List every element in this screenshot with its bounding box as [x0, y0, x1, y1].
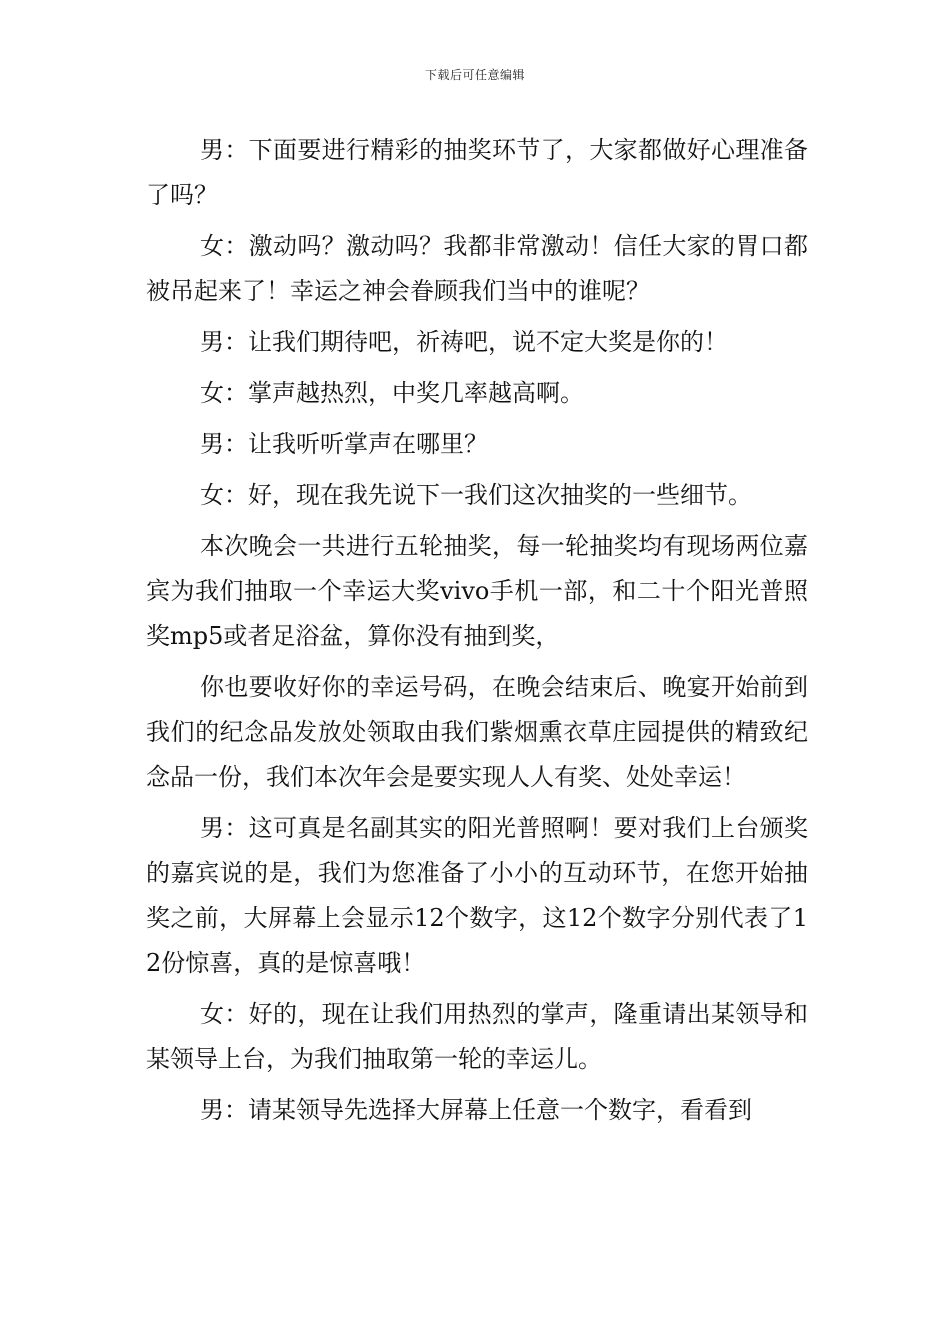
paragraph: 男：这可真是名副其实的阳光普照啊！要对我们上台颁奖的嘉宾说的是，我们为您准备了小小的互动环节，在您开始抽奖之前，大屏幕上会显示12个数字，这12个数字分别代表了12份惊喜，真的是惊喜哦！: [146, 814, 808, 977]
paragraph: 男：下面要进行精彩的抽奖环节了，大家都做好心理准备了吗？: [146, 136, 808, 209]
paragraph: 男：让我们期待吧，祈祷吧，说不定大奖是你的！: [200, 328, 728, 356]
paragraph: 男：请某领导先选择大屏幕上任意一个数字，看看到: [200, 1096, 752, 1124]
page-header: 下载后可任意编辑: [424, 68, 525, 82]
document-body: [146, 128, 808, 1139]
paragraph: 本次晚会一共进行五轮抽奖，每一轮抽奖均有现场两位嘉宾为我们抽取一个幸运大奖vivo手机一部，和二十个阳光普照奖mp5或者足浴盆，算你没有抽到奖，: [146, 532, 808, 650]
paragraph: 你也要收好你的幸运号码，在晚会结束后、晚宴开始前到我们的纪念品发放处领取由我们紫烟熏衣草庄园提供的精致纪念品一份，我们本次年会是要实现人人有奖、处处幸运！: [146, 673, 808, 791]
paragraph: 女：掌声越热烈，中奖几率越高啊。: [200, 379, 584, 407]
paragraph: 女：好，现在我先说下一我们这次抽奖的一些细节。: [200, 481, 752, 509]
paragraph: 女：激动吗？激动吗？我都非常激动！信任大家的胃口都被吊起来了！幸运之神会眷顾我们当中的谁呢？: [146, 232, 808, 305]
paragraph: 男：让我听听掌声在哪里？: [200, 430, 488, 458]
paragraph: 女：好的，现在让我们用热烈的掌声，隆重请出某领导和某领导上台，为我们抽取第一轮的幸运儿。: [146, 1000, 808, 1073]
